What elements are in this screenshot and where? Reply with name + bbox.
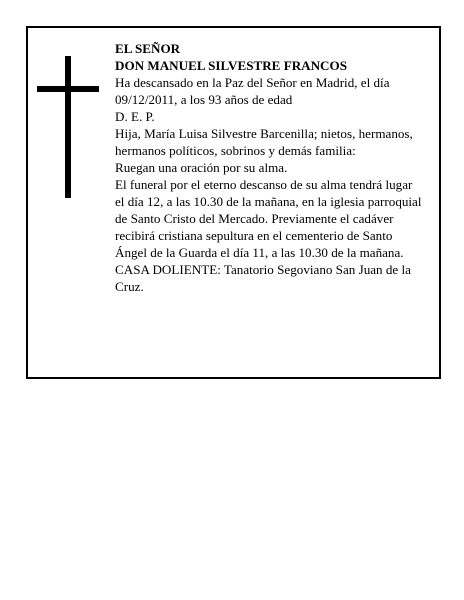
- deceased-name: DON MANUEL SILVESTRE FRANCOS: [115, 58, 347, 73]
- funeral-details: El funeral por el eterno descanso de su alma tendrá lugar el día 12, a las 10.30 de la mañana, en la iglesia parroquial de Santo Cristo del Mercado. Previamente el cadáver recibirá cristiana sepultura en el cementerio de Santo Ángel de la Guarda el día 11, a las 10.30 de la mañana.: [115, 177, 422, 260]
- family-list: Hija, María Luisa Silvestre Barcenilla; nietos, hermanos, hermanos políticos, sobrinos y demás familia:: [115, 126, 413, 158]
- prayer-request: Ruegan una oración por su alma.: [115, 160, 288, 175]
- rip-text: D. E. P.: [115, 109, 155, 124]
- death-announcement: Ha descansado en la Paz del Señor en Madrid, el día 09/12/2011, a los 93 años de edad: [115, 75, 390, 107]
- obituary-heading: EL SEÑOR: [115, 41, 181, 56]
- obituary-text: [115, 40, 425, 295]
- cross-horizontal-bar: [37, 86, 99, 92]
- mourning-house: CASA DOLIENTE: Tanatorio Segoviano San Juan de la Cruz.: [115, 262, 411, 294]
- cross-vertical-bar: [65, 56, 71, 198]
- cross-icon: [37, 56, 99, 198]
- obituary-notice: [26, 26, 441, 379]
